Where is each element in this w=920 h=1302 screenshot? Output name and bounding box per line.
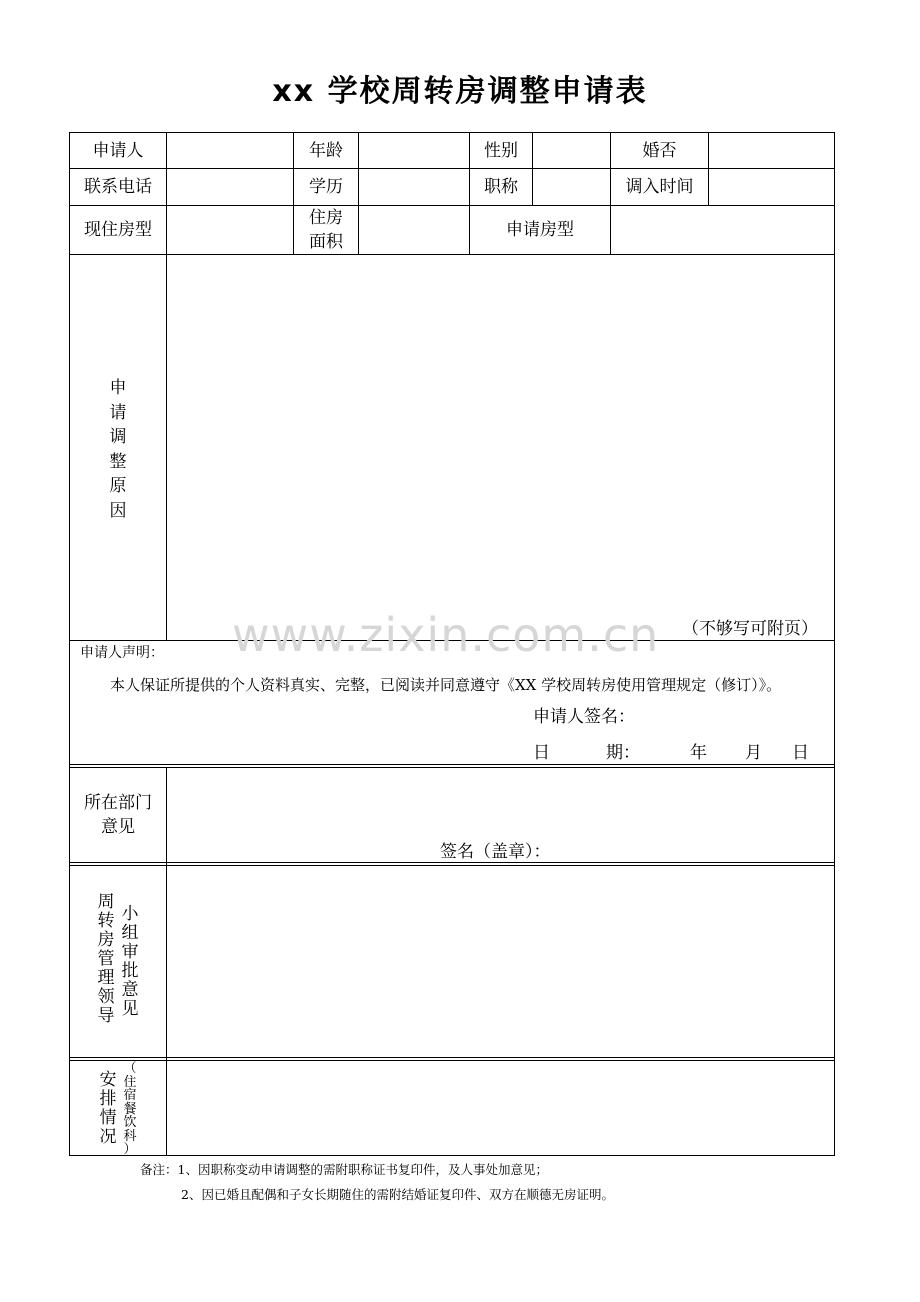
date-year: 年 bbox=[690, 743, 707, 763]
col-divider bbox=[532, 132, 533, 205]
label-department-line2: 意见 bbox=[101, 817, 135, 837]
label-married: 婚否 bbox=[642, 141, 677, 161]
col-divider bbox=[358, 132, 359, 254]
label-arrangement-sub: （ 住 宿 餐 饮 科 ） bbox=[123, 1061, 137, 1157]
row-divider-double bbox=[69, 767, 835, 768]
department-signature-label: 签名（盖章）： bbox=[440, 842, 551, 862]
label-age: 年龄 bbox=[309, 141, 343, 161]
col-divider bbox=[166, 767, 167, 1155]
col-divider bbox=[708, 132, 709, 205]
row-divider-double bbox=[69, 862, 835, 863]
label-arrangement: 安 排 情 况 bbox=[99, 1070, 117, 1147]
note-line-1: 备注：1、因职称变动申请调整的需附职称证书复印件，及人事处加意见； bbox=[140, 1162, 548, 1177]
date-month: 月 bbox=[745, 743, 762, 763]
label-applicant: 申请人 bbox=[92, 141, 144, 161]
date-label: 期： bbox=[606, 743, 640, 763]
row-divider bbox=[69, 205, 835, 206]
label-current-house-type: 现住房型 bbox=[84, 220, 152, 240]
date-char: 日 bbox=[533, 743, 550, 763]
row-divider bbox=[69, 254, 835, 255]
label-area-line1: 住房 bbox=[309, 208, 343, 228]
table-border-right bbox=[834, 132, 835, 1156]
applicant-signature-label: 申请人签名： bbox=[533, 707, 635, 727]
label-apply-house-type: 申请房型 bbox=[506, 220, 574, 240]
label-area-line2: 面积 bbox=[309, 232, 343, 252]
table-border-top bbox=[69, 132, 835, 133]
label-job-title: 职称 bbox=[484, 177, 518, 197]
row-divider-double bbox=[69, 1060, 835, 1061]
date-day: 日 bbox=[792, 743, 809, 763]
reason-attach-note: （不够写可附页） bbox=[682, 619, 818, 639]
row-divider bbox=[69, 168, 835, 169]
row-divider-double bbox=[69, 865, 835, 866]
table-border-bottom bbox=[69, 1155, 835, 1156]
label-education: 学历 bbox=[309, 177, 343, 197]
label-gender: 性别 bbox=[484, 141, 518, 161]
row-divider-double bbox=[69, 764, 835, 765]
declaration-text: 本人保证所提供的个人资料真实、完整，已阅读并同意遵守《XX 学校周转房使用管理规定（修订）》。 bbox=[110, 676, 782, 694]
declaration-heading: 申请人声明： bbox=[80, 645, 164, 661]
table-border-left bbox=[69, 132, 70, 1156]
label-leadership-col1: 周 转 房 管 理 领 导 bbox=[97, 892, 115, 1026]
col-divider bbox=[166, 132, 167, 640]
label-department-line1: 所在部门 bbox=[84, 793, 152, 813]
row-divider-double bbox=[69, 1057, 835, 1058]
watermark: www.zixin.com.cn bbox=[232, 608, 660, 662]
form-title: xx 学校周转房调整申请表 bbox=[272, 74, 648, 109]
label-phone: 联系电话 bbox=[84, 177, 152, 197]
label-reason: 申 请 调 整 原 因 bbox=[109, 378, 127, 521]
note-line-2: 2、因已婚且配偶和子女长期随住的需附结婚证复印件、双方在顺德无房证明。 bbox=[181, 1187, 614, 1202]
label-transfer-time: 调入时间 bbox=[625, 177, 694, 197]
label-leadership-col2: 小 组 审 批 意 见 bbox=[121, 904, 139, 1019]
